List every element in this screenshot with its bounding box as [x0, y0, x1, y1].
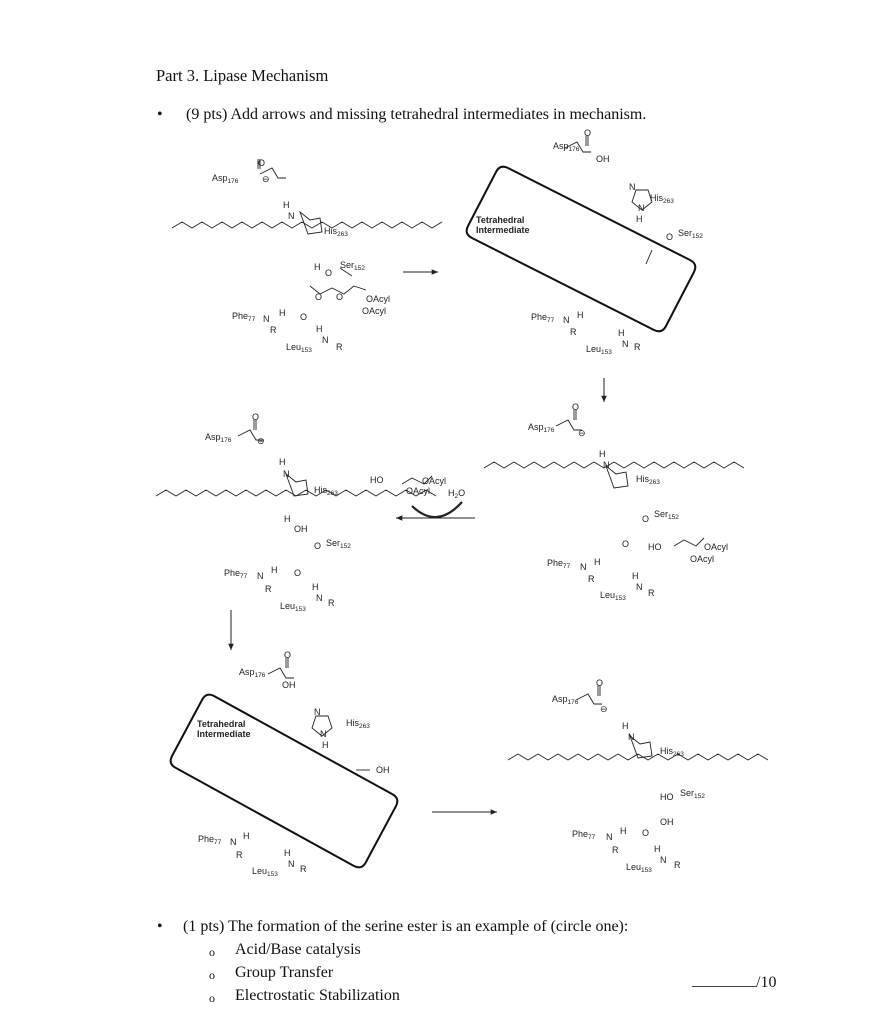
svg-text:N: N — [622, 339, 629, 349]
svg-text:N: N — [606, 832, 613, 842]
svg-text:OH: OH — [660, 817, 674, 827]
svg-text:Asp176: Asp$_{176}$ — [552, 694, 579, 706]
svg-text:N: N — [263, 314, 270, 324]
svg-text:H: H — [271, 565, 278, 575]
svg-text:H: H — [279, 308, 286, 318]
question-1-text: (9 pts) Add arrows and missing tetrahedral intermediates in mechanism. — [186, 106, 647, 123]
svg-text:HO: HO — [648, 542, 662, 552]
svg-text:H2O: $H_2O$ — [448, 488, 466, 500]
bullet-2: • — [157, 918, 163, 935]
svg-text:O: O — [258, 158, 266, 168]
svg-text:N: N — [230, 837, 237, 847]
option-acid-base-catalysis[interactable]: Acid/Base catalysis — [235, 941, 361, 958]
svg-text:H: H — [284, 848, 291, 858]
question-2-text: (1 pts) The formation of the serine ester is an example of (circle one): — [183, 918, 629, 935]
svg-text:H: H — [322, 740, 329, 750]
page-title: Part 3. Lipase Mechanism — [156, 66, 329, 85]
svg-text:His263: His$_{263}$ — [314, 485, 338, 497]
svg-text:Phe77: Phe$_{77}$ — [232, 311, 256, 323]
svg-text:H: H — [577, 310, 584, 320]
svg-text:Leu153: Leu$_{153}$ — [286, 342, 312, 354]
svg-text:Asp176: Asp$_{176}$ — [239, 667, 266, 679]
svg-text:Phe77: Phe$_{77}$ — [531, 312, 555, 324]
svg-text:O: O — [336, 292, 344, 302]
svg-text:OAcyl: OAcyl — [704, 542, 729, 552]
svg-text:N: N — [638, 203, 645, 213]
svg-text:OH: OH — [376, 765, 390, 775]
svg-text:His263: His$_{263}$ — [660, 746, 684, 758]
svg-text:Asp176: Asp$_{176}$ — [212, 173, 239, 185]
svg-text:Leu153: Leu$_{153}$ — [280, 601, 306, 613]
svg-text:OAcyl: OAcyl — [422, 476, 447, 486]
svg-text:O: O — [294, 568, 302, 578]
svg-text:N: N — [320, 729, 327, 739]
svg-text:H: H — [279, 457, 286, 467]
svg-text:O: O — [572, 402, 580, 412]
svg-text:Phe77: Phe$_{77}$ — [198, 834, 222, 846]
svg-text:O: O — [284, 650, 292, 660]
svg-text:OH: OH — [596, 154, 610, 164]
fatty-acid-chain-1 — [172, 222, 442, 228]
svg-text:Leu153: Leu$_{153}$ — [586, 344, 612, 356]
svg-text:N: N — [288, 211, 295, 221]
fatty-acid-chain-3 — [484, 462, 744, 468]
svg-text:N: N — [580, 562, 587, 572]
svg-text:Leu153: Leu$_{153}$ — [626, 862, 652, 874]
svg-text:R: R — [612, 845, 619, 855]
svg-text:Phe77: Phe$_{77}$ — [224, 568, 248, 580]
svg-text:Ser152: Ser$_{152}$ — [680, 788, 705, 800]
svg-text:His263: His$_{263}$ — [650, 193, 674, 205]
svg-text:H: H — [599, 449, 606, 459]
svg-text:H: H — [594, 557, 601, 567]
option-group-transfer[interactable]: Group Transfer — [235, 964, 334, 981]
svg-text:R: R — [270, 325, 277, 335]
panel-5 — [198, 650, 390, 878]
panel-4 — [205, 412, 465, 613]
svg-text:H: H — [314, 262, 321, 272]
tetrahedral-box-1 — [467, 167, 696, 332]
panel-1 — [212, 158, 390, 354]
svg-text:⊖: ⊖ — [262, 174, 270, 184]
svg-text:O: O — [642, 514, 650, 524]
box2-label-line1: Tetrahedral — [197, 719, 246, 729]
svg-text:N: N — [257, 571, 264, 581]
svg-text:H: H — [620, 826, 627, 836]
box1-label-line2: Intermediate — [476, 225, 530, 235]
svg-text:R: R — [300, 864, 307, 874]
svg-text:Asp176: Asp$_{176}$ — [528, 422, 555, 434]
svg-text:H: H — [243, 831, 250, 841]
panel-6 — [552, 678, 705, 874]
svg-text:H: H — [618, 328, 625, 338]
svg-text:N: N — [563, 315, 570, 325]
option-marker-2: o — [209, 968, 215, 982]
svg-text:O: O — [325, 268, 333, 278]
svg-text:N: N — [288, 859, 295, 869]
option-marker-1: o — [209, 945, 215, 959]
svg-text:OAcyl: OAcyl — [690, 554, 715, 564]
svg-text:H: H — [283, 200, 290, 210]
svg-text:⊖: ⊖ — [600, 704, 608, 714]
box2-label-line2: Intermediate — [197, 729, 251, 739]
svg-text:N: N — [316, 593, 323, 603]
score-blank[interactable]: ________ — [692, 972, 756, 989]
svg-text:O: O — [252, 412, 260, 422]
svg-text:⊖: ⊖ — [578, 428, 586, 438]
svg-text:N: N — [636, 582, 643, 592]
svg-text:H: H — [312, 582, 319, 592]
svg-text:R: R — [265, 584, 272, 594]
svg-text:H: H — [632, 571, 639, 581]
svg-text:H: H — [636, 214, 643, 224]
box1-label-line1: Tetrahedral — [476, 215, 525, 225]
svg-text:R: R — [336, 342, 343, 352]
svg-text:H: H — [622, 721, 629, 731]
svg-text:H: H — [284, 514, 291, 524]
svg-text:O: O — [642, 828, 650, 838]
svg-text:R: R — [634, 342, 641, 352]
svg-text:Ser152: Ser$_{152}$ — [678, 228, 703, 240]
svg-text:N: N — [603, 460, 610, 470]
svg-text:R: R — [328, 598, 335, 608]
svg-text:OH: OH — [294, 524, 308, 534]
panel-3 — [528, 402, 728, 602]
svg-text:H: H — [316, 324, 323, 334]
svg-text:His263: His$_{263}$ — [346, 718, 370, 730]
svg-text:R: R — [648, 588, 655, 598]
svg-text:O: O — [314, 541, 322, 551]
svg-text:His263: His$_{263}$ — [636, 474, 660, 486]
svg-text:O: O — [315, 292, 323, 302]
svg-text:Asp176: Asp$_{176}$ — [205, 432, 232, 444]
fatty-acid-chain-4 — [156, 490, 436, 496]
svg-text:Leu153: Leu$_{153}$ — [252, 866, 278, 878]
svg-text:N: N — [322, 335, 329, 345]
panel-2 — [531, 128, 703, 356]
svg-text:N: N — [283, 469, 290, 479]
svg-text:OAcyl: OAcyl — [366, 294, 391, 304]
svg-text:Phe77: Phe$_{77}$ — [572, 829, 596, 841]
svg-text:HO: HO — [660, 792, 674, 802]
svg-text:⊖: ⊖ — [257, 436, 265, 446]
svg-text:OAcyl: OAcyl — [362, 306, 387, 316]
svg-text:N: N — [628, 732, 635, 742]
svg-text:OH: OH — [282, 680, 296, 690]
svg-text:Asp176: Asp$_{176}$ — [553, 141, 580, 153]
svg-text:Ser152: Ser$_{152}$ — [340, 260, 365, 272]
svg-text:O: O — [666, 232, 674, 242]
svg-text:OAcyl: OAcyl — [406, 486, 431, 496]
svg-text:HO: HO — [370, 475, 384, 485]
svg-text:Phe77: Phe$_{77}$ — [547, 558, 571, 570]
svg-text:N: N — [314, 707, 321, 717]
svg-text:H: H — [654, 844, 661, 854]
svg-text:R: R — [236, 850, 243, 860]
svg-text:Leu153: Leu$_{153}$ — [600, 590, 626, 602]
svg-text:N: N — [629, 182, 636, 192]
svg-text:O: O — [584, 128, 592, 138]
svg-text:O: O — [300, 312, 308, 322]
option-electrostatic-stabilization[interactable]: Electrostatic Stabilization — [235, 987, 400, 1004]
bullet-1: • — [157, 106, 163, 123]
svg-text:R: R — [588, 574, 595, 584]
svg-text:O: O — [596, 678, 604, 688]
water-curved-arrow — [412, 502, 462, 517]
svg-text:R: R — [674, 860, 681, 870]
svg-text:O: O — [622, 539, 630, 549]
svg-text:N: N — [660, 855, 667, 865]
option-marker-3: o — [209, 991, 215, 1005]
svg-text:R: R — [570, 327, 577, 337]
svg-text:Ser152: Ser$_{152}$ — [326, 538, 351, 550]
svg-text:Ser152: Ser$_{152}$ — [654, 509, 679, 521]
score-total: /10 — [756, 974, 777, 991]
svg-text:His263: His$_{263}$ — [324, 226, 348, 238]
